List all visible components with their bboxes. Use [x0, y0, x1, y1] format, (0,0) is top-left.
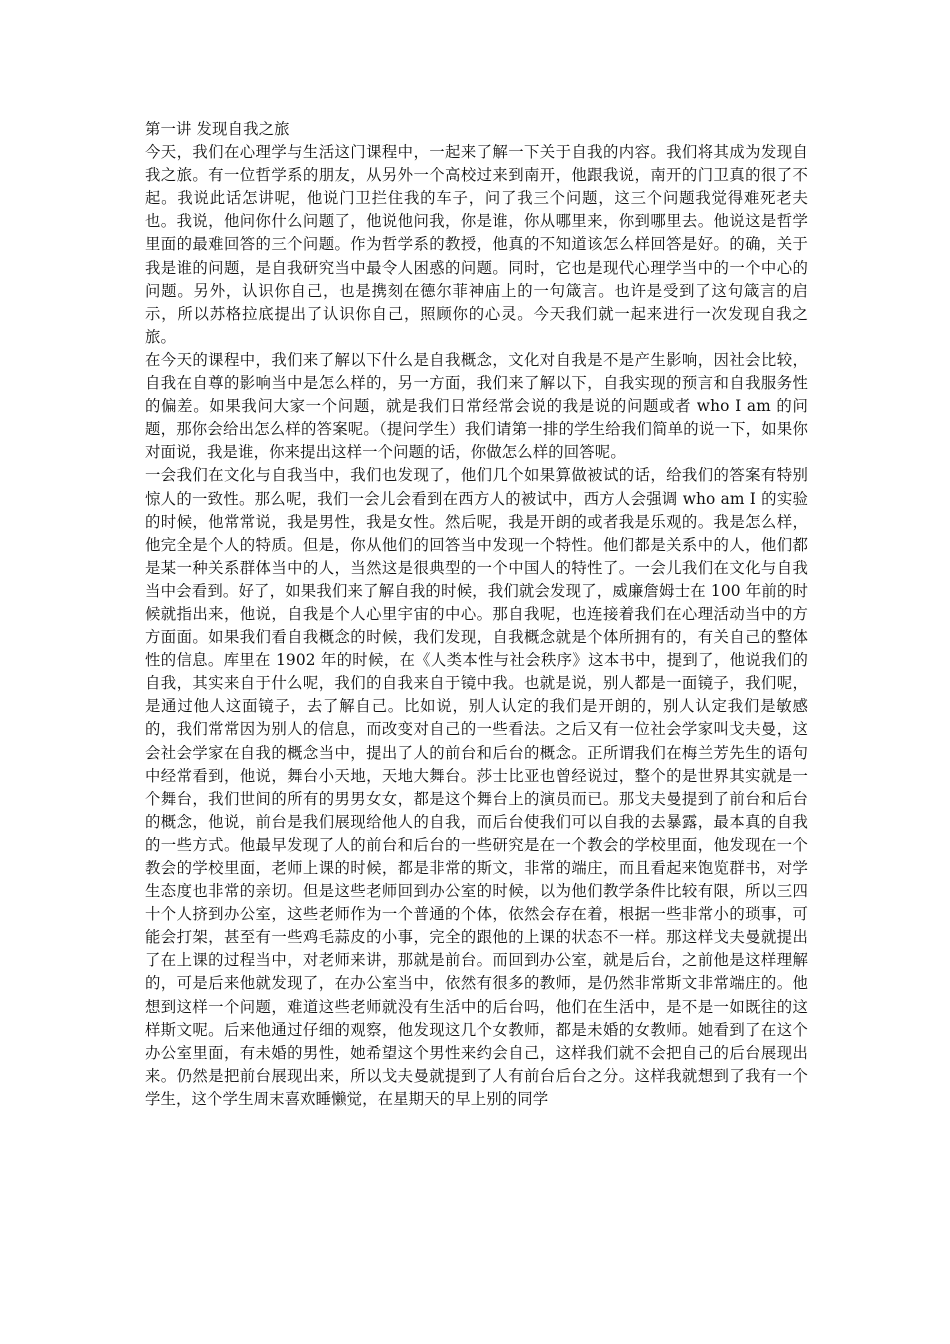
lecture-title: 第一讲 发现自我之旅	[145, 120, 290, 138]
paragraph-course-outline: 在今天的课程中，我们来了解以下什么是自我概念，文化对自我是不是产生影响，因社会比较，自我在自尊的影响当中是怎么样的，另一方面，我们来了解以下，自我实现的预言和自我服务性的偏差。如果我问大家一个问题，就是我们日常经常会说的我是说的问题或者 who I am 的问题，那你会给出怎么样的答案呢。（提问学生）我们请第一排的学生给我们简单的说一下，如果你对面说，我是谁，你来提出这样一个问题的话，你做怎么样的回答呢。	[145, 350, 808, 462]
paragraph-culture-and-self: 一会我们在文化与自我当中，我们也发现了，他们几个如果算做被试的话，给我们的答案有特别惊人的一致性。那么呢，我们一会儿会看到在西方人的被试中，西方人会强调 who am I 的实验的时候，他常常说，我是男性，我是女性。然后呢，我是开朗的或者我是乐观的。我是怎么样，他完全是个人的特质。但是，你从他们的回答当中发现一个特性。他们都是关系中的人，他们都是某一种关系群体当中的人，当然这是很典型的一个中国人的特性了。一会儿我们在文化与自我当中会看到。好了，如果我们来了解自我的时候，我们就会发现了，威廉詹姆士在 100 年前的时候就指出来，他说，自我是个人心里宇宙的中心。那自我呢，也连接着我们在心理活动当中的方方面面。如果我们看自我概念的时候，我们发现，自我概念就是个体所拥有的，有关自己的整体性的信息。库里在 1902 年的时候，在《人类本性与社会秩序》这本书中，提到了，他说我们的自我，其实来自于什么呢，我们的自我来自于镜中我。也就是说，别人都是一面镜子，我们呢，是通过他人这面镜子，去了解自己。比如说，别人认定的我们是开朗的，别人认定我们是敏感的，我们常常因为别人的信息，而改变对自己的一些看法。之后又有一位社会学家叫戈夫曼，这会社会学家在自我的概念当中，提出了人的前台和后台的概念。正所谓我们在梅兰芳先生的语句中经常看到，他说，舞台小天地，天地大舞台。莎士比亚也曾经说过，整个的是世界其实就是一个舞台，我们世间的所有的男男女女，都是这个舞台上的演员而已。那戈夫曼提到了前台和后台的概念，他说，前台是我们展现给他人的自我，而后台使我们可以自我的去暴露，最本真的自我的一些方式。他最早发现了人的前台和后台的一些研究是在一个教会的学校里面，他发现在一个教会的学校里面，老师上课的时候，都是非常的斯文，非常的端庄，而且看起来饱览群书，对学生态度也非常的亲切。但是这些老师回到办公室的时候，以为他们教学条件比较有限，所以三四十个人挤到办公室，这些老师作为一个普通的个体，依然会存在着，根据一些非常小的琐事，可能会打架，甚至有一些鸡毛蒜皮的小事，完全的跟他的上课的状态不一样。那这样戈夫曼就提出了在上课的过程当中，对老师来讲，那就是前台。而回到办公室，就是后台，之前他是这样理解的，可是后来他就发现了，在办公室当中，依然有很多的教师，是仍然非常斯文非常端庄的。他想到这样一个问题，难道这些老师就没有生活中的后台吗，他们在生活中，是不是一如既往的这样斯文呢。后来他通过仔细的观察，他发现这几个女教师，都是未婚的女教师。她看到了在这个办公室里面，有未婚的男性，她希望这个男性来约会自己，这样我们就不会把自己的后台展现出来。仍然是把前台展现出来，所以戈夫曼就提到了人有前台后台之分。这样我就想到了我有一个学生，这个学生周末喜欢睡懒觉，在星期天的早上别的同学	[145, 466, 808, 1108]
document-page	[145, 118, 808, 1111]
paragraph-intro: 今天，我们在心理学与生活这门课程中，一起来了解一下关于自我的内容。我们将其成为发现自我之旅。有一位哲学系的朋友，从另外一个高校过来到南开，他跟我说，南开的门卫真的很了不起。我说此话怎讲呢，他说门卫拦住我的车子，问了我三个问题，这三个问题我觉得难死老夫也。我说，他问你什么问题了，他说他问我，你是谁，你从哪里来，你到哪里去。他说这是哲学里面的最难回答的三个问题。作为哲学系的教授，他真的不知道该怎么样回答是好。的确，关于我是谁的问题，是自我研究当中最令人困惑的问题。同时，它也是现代心理学当中的一个中心的问题。另外，认识你自己，也是携刻在德尔菲神庙上的一句箴言。也许是受到了这句箴言的启示，所以苏格拉底提出了认识你自己，照顾你的心灵。今天我们就一起来进行一次发现自我之旅。	[145, 143, 808, 346]
